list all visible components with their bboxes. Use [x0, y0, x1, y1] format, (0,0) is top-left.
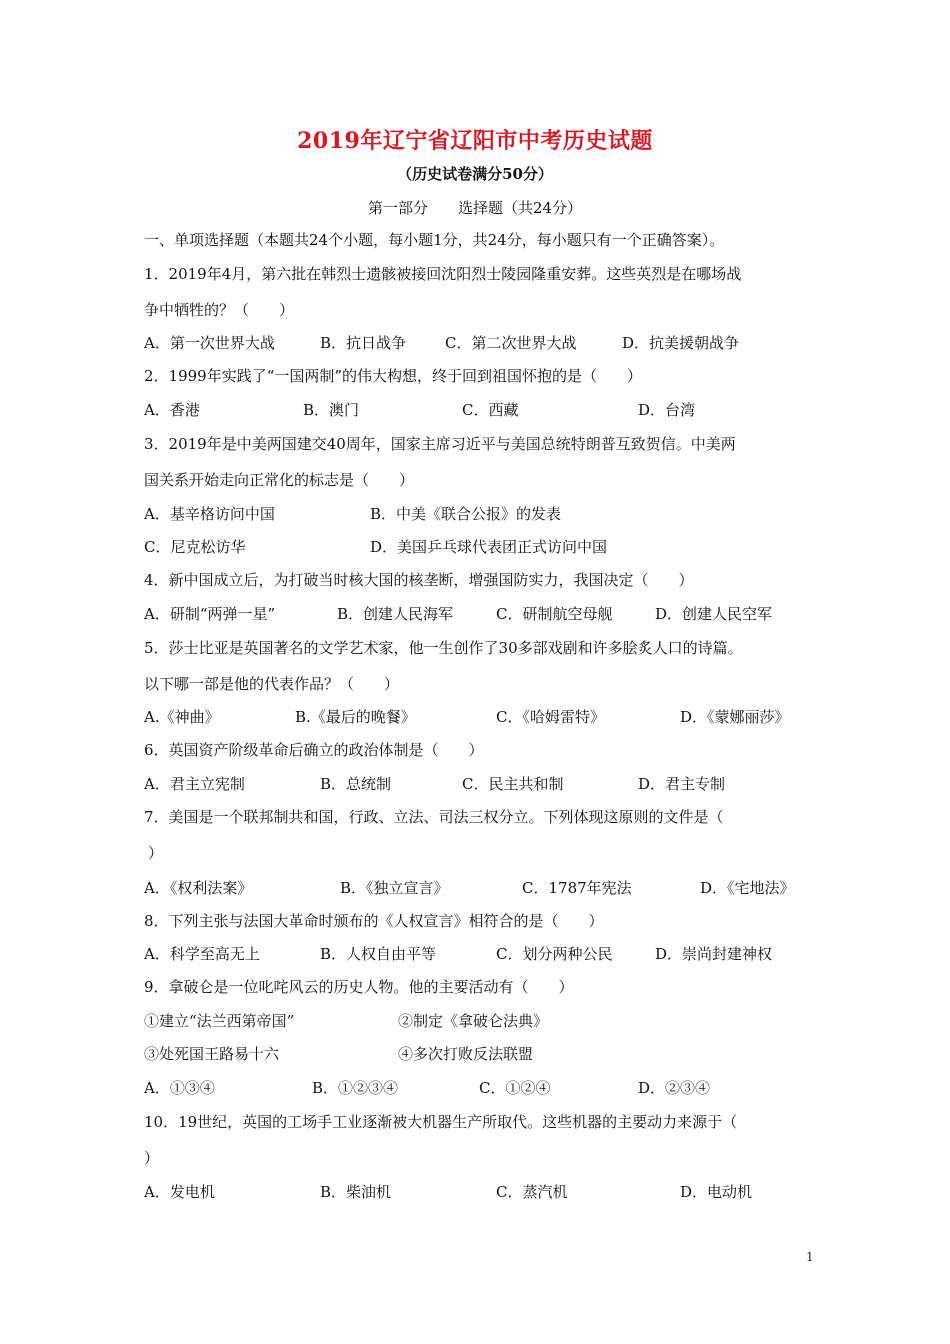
question-stem: 4．新中国成立后，为打破当时核大国的核垄断，增强国防实力，我国决定（ ） — [144, 571, 694, 589]
question-stem-cont: 国关系开始走向正常化的标志是（ ） — [144, 471, 415, 489]
option-a: A．基辛格访问中国 — [144, 505, 275, 523]
section-instruction: 一、单项选择题（本题共24个小题，每小题1分，共24分，每小题只有一个正确答案）。 — [144, 231, 725, 249]
option-a: A．第一次世界大战 — [144, 334, 275, 352]
option-c: C．蒸汽机 — [496, 1183, 568, 1201]
part-name: 第一部分 — [367, 199, 428, 217]
option-a: A.《神曲》 — [144, 708, 220, 726]
option-a: A．香港 — [144, 401, 200, 419]
option-b: B．澳门 — [303, 401, 360, 419]
option-b: B．中美《联合公报》的发表 — [370, 505, 562, 523]
option-b: B．人权自由平等 — [320, 945, 437, 963]
option-b: B．《独立宣言》 — [340, 879, 449, 897]
question-stem: 1．2019年4月，第六批在韩烈士遗骸被接回沈阳烈士陵园隆重安葬。这些英烈是在哪场战 — [144, 265, 742, 283]
question-stem: 6．英国资产阶级革命后确立的政治体制是（ ） — [144, 741, 484, 759]
option-d: D．君主专制 — [638, 775, 726, 793]
question-stem: 8．下列主张与法国大革命时颁布的《人权宣言》相符合的是（ ） — [144, 912, 604, 930]
exam-subtitle: （历史试卷满分50分） — [397, 165, 553, 183]
question-stem-cont: 争中牺牲的？（ ） — [144, 301, 295, 319]
question-stem: 7．美国是一个联邦制共和国，行政、立法、司法三权分立。下列体现这原则的文件是（ — [144, 808, 724, 826]
option-d: D．《宅地法》 — [700, 879, 795, 897]
option-c: C．尼克松访华 — [144, 538, 246, 556]
option-d: D．崇尚封建神权 — [655, 945, 773, 963]
page-number: 1 — [806, 1250, 814, 1264]
option-a: A．君主立宪制 — [144, 775, 245, 793]
question-stem-cont: ） — [144, 1149, 160, 1167]
option-d: D．②③④ — [638, 1079, 711, 1097]
option-d: D．《蒙娜丽莎》 — [680, 708, 790, 726]
option-b: B．①②③④ — [312, 1079, 399, 1097]
question-stem: 5．莎士比亚是英国著名的文学艺术家，他一生创作了30多部戏剧和许多脍炙人口的诗篇。 — [144, 639, 743, 657]
option-b: B．抗日战争 — [320, 334, 407, 352]
statement-item: ①建立“法兰西第帝国” — [144, 1012, 295, 1030]
option-a: A．研制“两弹一星” — [144, 605, 276, 623]
option-d: D．电动机 — [680, 1183, 753, 1201]
option-a: A．发电机 — [144, 1183, 215, 1201]
option-b: B．创建人民海军 — [337, 605, 454, 623]
part-heading — [0, 197, 950, 218]
question-stem-cont: ） — [148, 844, 164, 862]
option-a: A．《权利法案》 — [144, 879, 253, 897]
statement-item: ③处死国王路易十六 — [144, 1045, 280, 1063]
option-c: C．第二次世界大战 — [445, 334, 577, 352]
statement-item: ④多次打败反法联盟 — [398, 1045, 534, 1063]
option-c: C．《哈姆雷特》 — [496, 708, 605, 726]
option-a: A．①③④ — [144, 1079, 215, 1097]
question-stem: 2．1999年实践了“一国两制”的伟大构想，终于回到祖国怀抱的是（ ） — [144, 367, 643, 385]
option-d: D．台湾 — [638, 401, 696, 419]
statement-item: ②制定《拿破仑法典》 — [398, 1012, 549, 1030]
question-stem-cont: 以下哪一部是他的代表作品？（ ） — [144, 675, 400, 693]
part-section: 选择题（共24分） — [457, 199, 583, 217]
option-c: C．西藏 — [462, 401, 519, 419]
option-c: C．①②④ — [479, 1079, 551, 1097]
option-b: B．柴油机 — [320, 1183, 392, 1201]
option-b: B.《最后的晚餐》 — [295, 708, 416, 726]
option-d: D．创建人民空军 — [655, 605, 773, 623]
question-stem: 10．19世纪，英国的工场手工业逐渐被大机器生产所取代。这些机器的主要动力来源于（ — [144, 1113, 738, 1131]
exam-title: 2019年辽宁省辽阳市中考历史试题 — [297, 128, 653, 154]
option-c: C．研制航空母舰 — [496, 605, 613, 623]
option-c: C．划分两种公民 — [496, 945, 613, 963]
option-c: C．1787年宪法 — [522, 879, 632, 897]
option-d: D．抗美援朝战争 — [622, 334, 740, 352]
option-a: A．科学至高无上 — [144, 945, 260, 963]
option-d: D．美国乒乓球代表团正式访问中国 — [370, 538, 608, 556]
option-b: B．总统制 — [320, 775, 392, 793]
question-stem: 3．2019年是中美两国建交40周年，国家主席习近平与美国总统特朗普互致贺信。中美两 — [144, 435, 736, 453]
question-stem: 9．拿破仑是一位叱咤风云的历史人物。他的主要活动有（ ） — [144, 978, 574, 996]
option-c: C．民主共和制 — [462, 775, 564, 793]
